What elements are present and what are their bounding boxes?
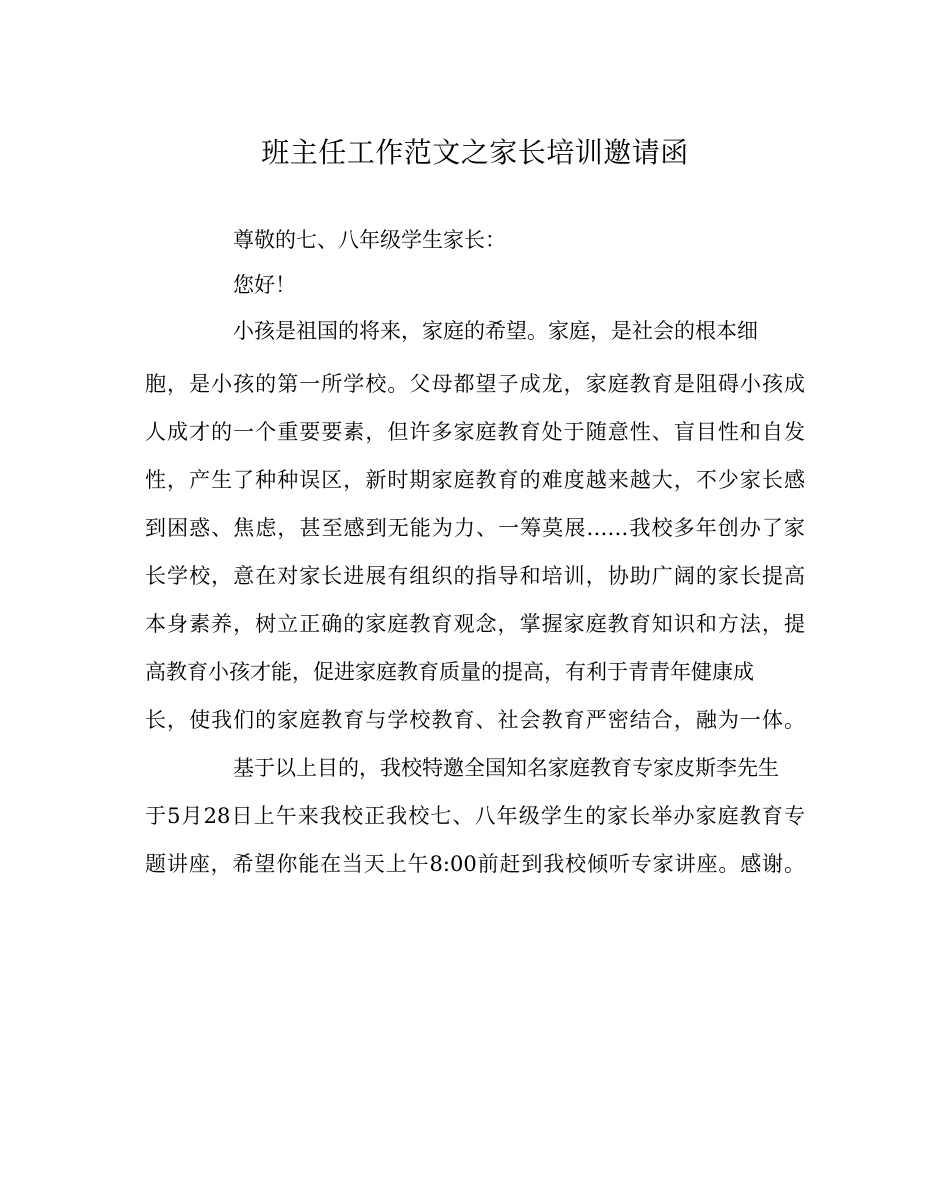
- paragraph1-line: 长，使我们的家庭教育与学校教育、社会教育严密结合，融为一体。: [145, 708, 805, 732]
- paragraph1-line: 到困惑、焦虑，甚至感到无能为力、一筹莫展……我校多年创办了家: [145, 516, 805, 540]
- document-title: 班主任工作范文之家长培训邀请函: [261, 136, 689, 169]
- paragraph2-line: 于5月28日上午来我校正我校七、八年级学生的家长举办家庭教育专: [145, 804, 805, 828]
- paragraph1-line: 本身素养，树立正确的家庭教育观念，掌握家庭教育知识和方法，提: [145, 612, 805, 636]
- greeting: 尊敬的七、八年级学生家长：: [233, 228, 506, 252]
- salutation: 您好！: [233, 273, 296, 297]
- paragraph2-line: 题讲座，希望你能在当天上午8:00前赶到我校倾听专家讲座。感谢。: [145, 852, 805, 876]
- paragraph2-line: 基于以上目的，我校特邀全国知名家庭教育专家皮斯李先生: [233, 756, 779, 780]
- paragraph1-line: 小孩是祖国的将来，家庭的希望。家庭，是社会的根本细: [233, 319, 758, 343]
- paragraph1-line: 高教育小孩才能，促进家庭教育质量的提高，有利于青青年健康成: [145, 660, 754, 684]
- paragraph1-line: 胞，是小孩的第一所学校。父母都望子成龙，家庭教育是阻碍小孩成: [145, 372, 805, 396]
- paragraph1-line: 长学校，意在对家长进展有组织的指导和培训，协助广阔的家长提高: [145, 564, 805, 588]
- paragraph1-line: 人成才的一个重要要素，但许多家庭教育处于随意性、盲目性和自发: [145, 420, 805, 444]
- paragraph1-line: 性，产生了种种误区，新时期家庭教育的难度越来越大，不少家长感: [145, 468, 805, 492]
